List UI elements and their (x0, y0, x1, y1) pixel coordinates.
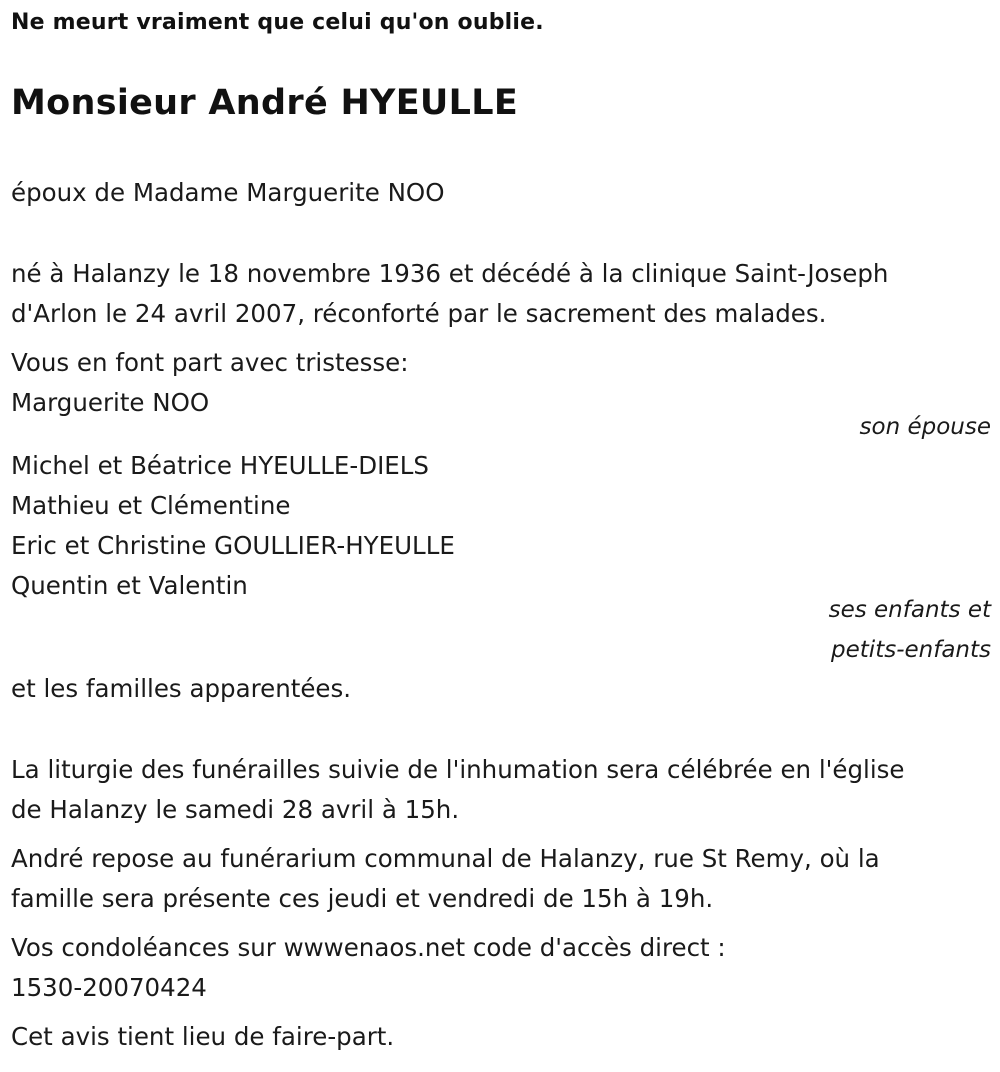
liturgy-line-1: La liturgie des funérailles suivie de l'inhumation sera célébrée en l'église (11, 755, 905, 784)
child-member-1: Michel et Béatrice HYEULLE-DIELS (11, 451, 429, 480)
funerarium-line-1: André repose au funérarium communal de Halanzy, rue St Remy, où la (11, 844, 880, 873)
announce-intro: Vous en font part avec tristesse: (11, 348, 409, 377)
spouse-role: son épouse (859, 414, 991, 440)
liturgy-line-2: de Halanzy le samedi 28 avril à 15h. (11, 795, 460, 824)
birth-death-line-1: né à Halanzy le 18 novembre 1936 et décédé à la clinique Saint-Joseph (11, 259, 889, 288)
deceased-name: Monsieur André HYEULLE (11, 83, 519, 123)
child-member-2: Mathieu et Clémentine (11, 491, 291, 520)
epigraph-quote: Ne meurt vraiment que celui qu'on oublie. (11, 10, 544, 35)
funerarium-line-2: famille sera présente ces jeudi et vendredi de 15h à 19h. (11, 884, 714, 913)
families-line: et les familles apparentées. (11, 674, 352, 703)
condolences-line-1: Vos condoléances sur wwwenaos.net code d'accès direct : (11, 933, 726, 962)
child-member-3: Eric et Christine GOULLIER-HYEULLE (11, 531, 455, 560)
children-role-line-1: ses enfants et (828, 597, 991, 623)
birth-death-line-2: d'Arlon le 24 avril 2007, réconforté par le sacrement des malades. (11, 299, 827, 328)
closing-line: Cet avis tient lieu de faire-part. (11, 1022, 395, 1051)
spouse-line: époux de Madame Marguerite NOO (11, 178, 445, 207)
condolences-access-code: 1530-20070424 (11, 973, 207, 1002)
spouse-member: Marguerite NOO (11, 388, 210, 417)
children-role-line-2: petits-enfants (831, 637, 991, 663)
child-member-4: Quentin et Valentin (11, 571, 248, 600)
